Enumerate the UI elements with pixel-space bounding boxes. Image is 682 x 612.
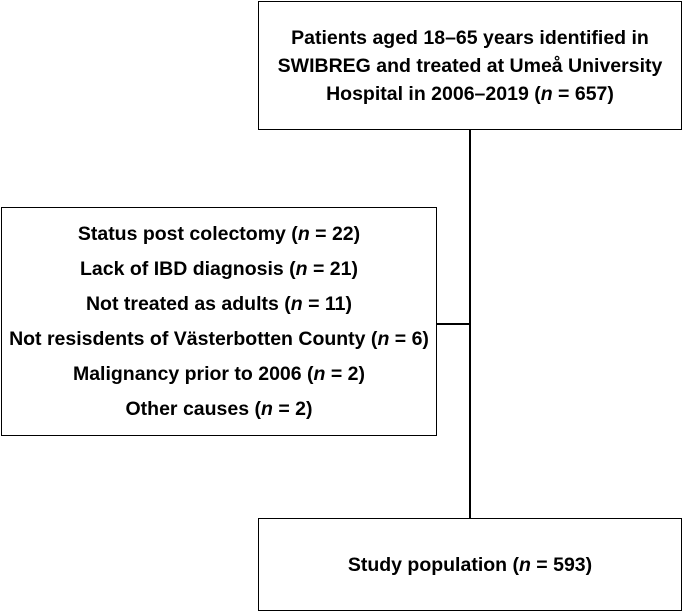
text-segment: Not treated as adults (	[85, 292, 291, 315]
count-value: = 657)	[552, 82, 614, 105]
count-value: = 11)	[302, 292, 353, 315]
text-segment: Patients aged 18–65 years identified in	[291, 26, 649, 49]
count-value: = 6)	[389, 327, 429, 350]
count-value: = 593)	[530, 553, 593, 576]
text-segment: Malignancy prior to 2006 (	[72, 362, 314, 385]
box-text-line	[278, 52, 663, 80]
identified-patients-box	[258, 1, 682, 130]
exclusion-item	[126, 392, 313, 427]
n-symbol: n	[290, 292, 303, 315]
n-symbol: n	[518, 553, 531, 576]
box-text-line	[348, 551, 592, 579]
box-text-line	[291, 24, 649, 52]
text-segment: Other causes (	[125, 397, 261, 420]
text-segment: Hospital in 2006–2019 (	[326, 82, 541, 105]
text-segment: Study population (	[347, 553, 519, 576]
exclusion-item	[73, 357, 365, 392]
count-value: = 22)	[309, 222, 361, 245]
exclusion-item	[86, 287, 352, 322]
n-symbol: n	[313, 362, 326, 385]
text-segment: Lack of IBD diagnosis (	[80, 257, 296, 280]
exclusion-item	[80, 252, 358, 287]
exclusion-item	[9, 322, 429, 357]
text-segment: Not resisdents of Västerbotten County (	[9, 327, 378, 350]
n-symbol: n	[377, 327, 390, 350]
count-value: = 2)	[272, 397, 313, 420]
count-value: = 2)	[325, 362, 366, 385]
n-symbol: n	[295, 257, 308, 280]
exclusion-criteria-box	[1, 207, 437, 436]
n-symbol: n	[297, 222, 310, 245]
connector-exclusion-branch	[436, 323, 470, 325]
count-value: = 21)	[307, 257, 358, 280]
box-text-line	[326, 80, 614, 108]
study-population-box	[258, 518, 682, 611]
n-symbol: n	[540, 82, 553, 105]
text-segment: Status post colectomy (	[77, 222, 298, 245]
exclusion-item	[78, 217, 360, 252]
text-segment: SWIBREG and treated at Umeå University	[277, 54, 663, 77]
n-symbol: n	[261, 397, 273, 420]
